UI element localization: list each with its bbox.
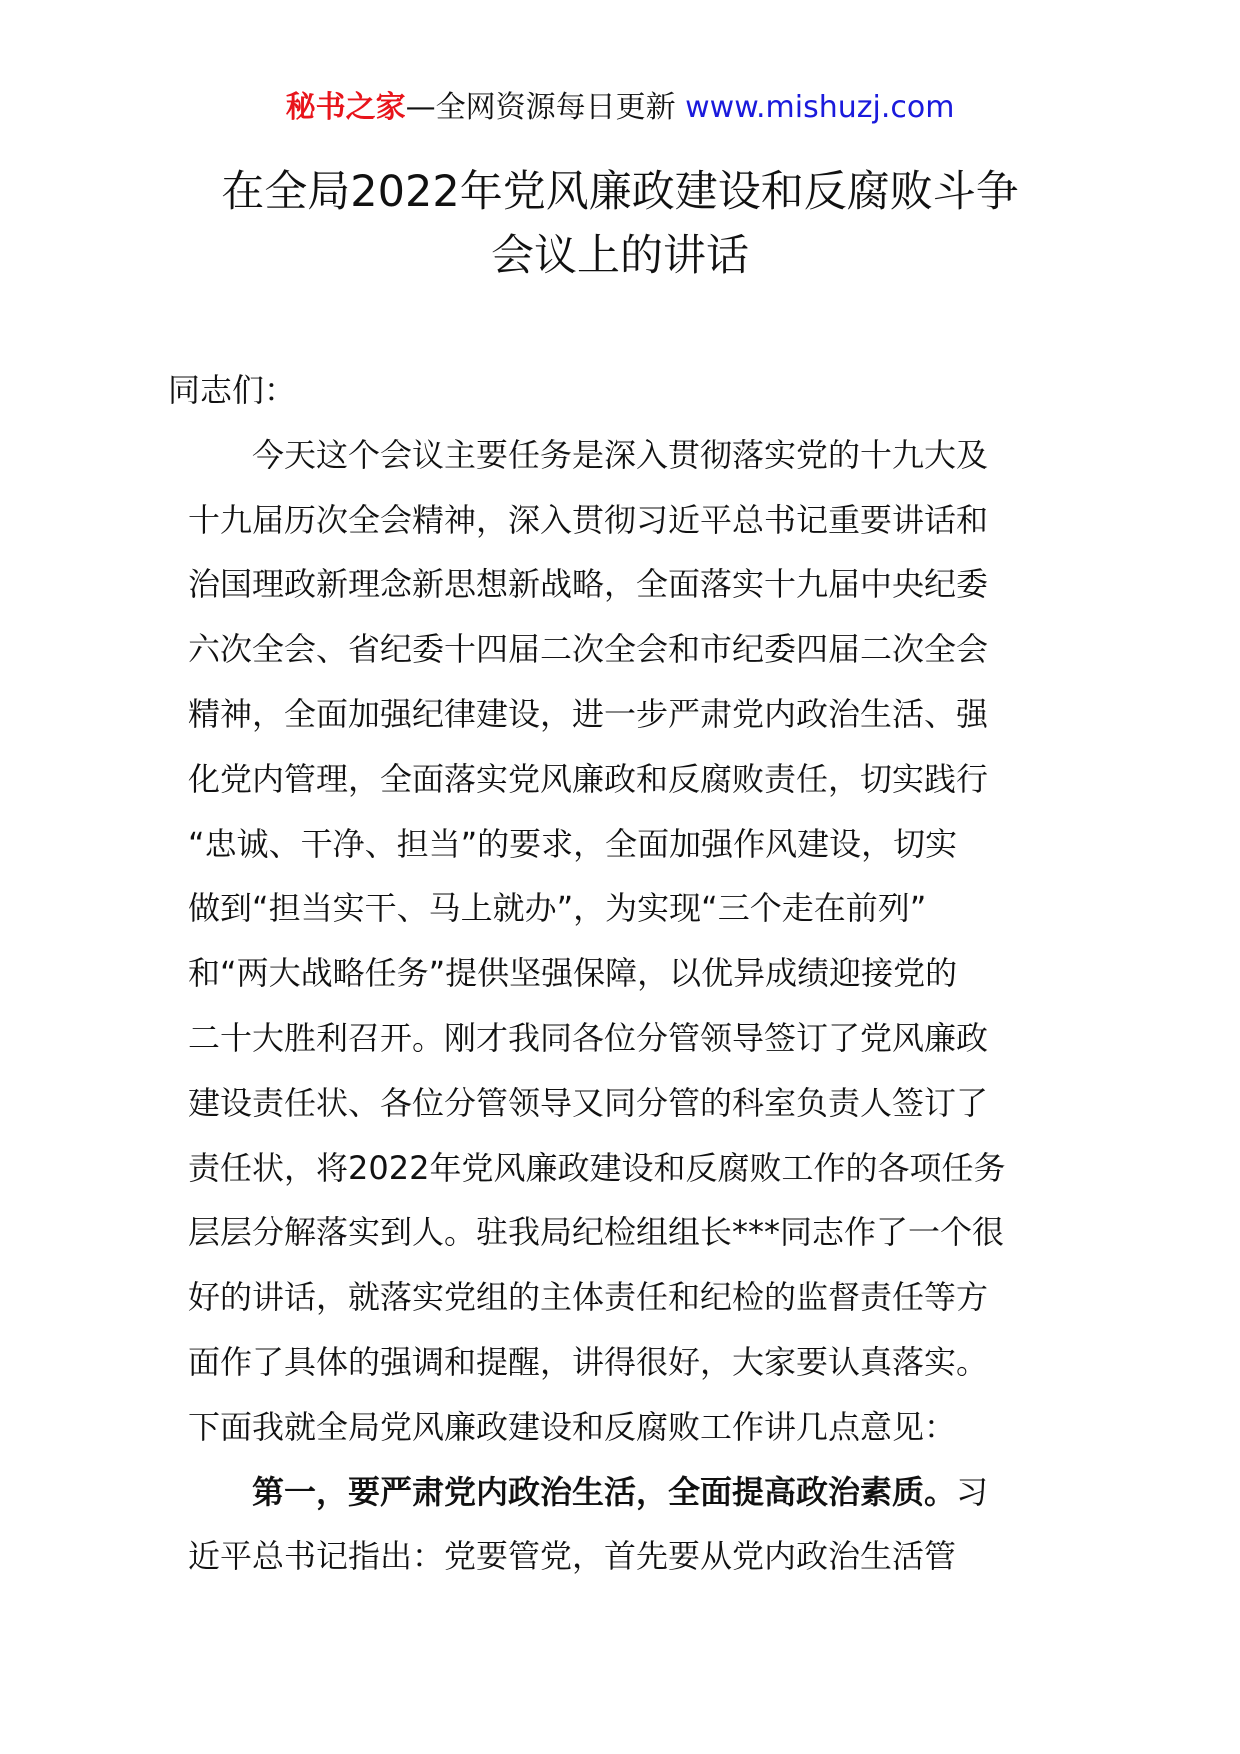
body-line: 和“两大战略任务”提供坚强保障，以优异成绩迎接党的 <box>188 954 958 993</box>
document-body <box>168 358 1050 1589</box>
title-line-1: 在全局2022年党风廉政建设和反腐败斗争 <box>221 167 1019 217</box>
brand-name: 秘书之家 <box>285 90 406 125</box>
title-line-2: 会议上的讲话 <box>491 231 749 281</box>
body-line: 今天这个会议主要任务是深入贯彻落实党的十九大及 <box>252 435 989 474</box>
site-url-link[interactable]: www.mishuzj.com <box>685 90 955 125</box>
point-1-heading: 第一，要严肃党内政治生活，全面提高政治素质。 <box>252 1472 957 1511</box>
body-line: 下面我就全局党风廉政建设和反腐败工作讲几点意见： <box>188 1407 957 1446</box>
body-line: 建设责任状、各位分管领导又同分管的科室负责人签订了 <box>188 1083 989 1122</box>
body-line: 面作了具体的强调和提醒，讲得很好，大家要认真落实。 <box>188 1342 989 1381</box>
body-line: 化党内管理，全面落实党风廉政和反腐败责任，切实践行 <box>188 759 989 798</box>
watermark-header <box>0 88 1240 128</box>
body-line: 做到“担当实干、马上就办”，为实现“三个走在前列” <box>188 889 927 928</box>
point-1-line-2: 近平总书记指出：党要管党，首先要从党内政治生活管 <box>188 1537 957 1576</box>
body-line: “忠诚、干净、担当”的要求，全面加强作风建设，切实 <box>188 824 958 863</box>
body-line: 好的讲话，就落实党组的主体责任和纪检的监督责任等方 <box>188 1278 989 1317</box>
point-1-line-1 <box>188 1460 1050 1525</box>
document-title <box>150 160 1090 288</box>
body-line: 二十大胜利召开。刚才我同各位分管领导签订了党风廉政 <box>188 1018 989 1057</box>
body-line: 责任状，将2022年党风廉政建设和反腐败工作的各项任务 <box>188 1148 1006 1187</box>
body-line: 层层分解落实到人。驻我局纪检组组长***同志作了一个很 <box>188 1213 1005 1252</box>
body-line: 精神，全面加强纪律建设，进一步严肃党内政治生活、强 <box>188 694 989 733</box>
body-line: 六次全会、省纪委十四届二次全会和市纪委四届二次全会 <box>188 630 989 669</box>
salutation: 同志们： <box>168 371 297 409</box>
header-tagline: —全网资源每日更新 <box>405 90 686 125</box>
body-line: 十九届历次全会精神，深入贯彻习近平总书记重要讲话和 <box>188 500 989 539</box>
body-line: 治国理政新理念新思想新战略，全面落实十九届中央纪委 <box>188 565 989 604</box>
point-1-text: 习 <box>956 1472 989 1511</box>
